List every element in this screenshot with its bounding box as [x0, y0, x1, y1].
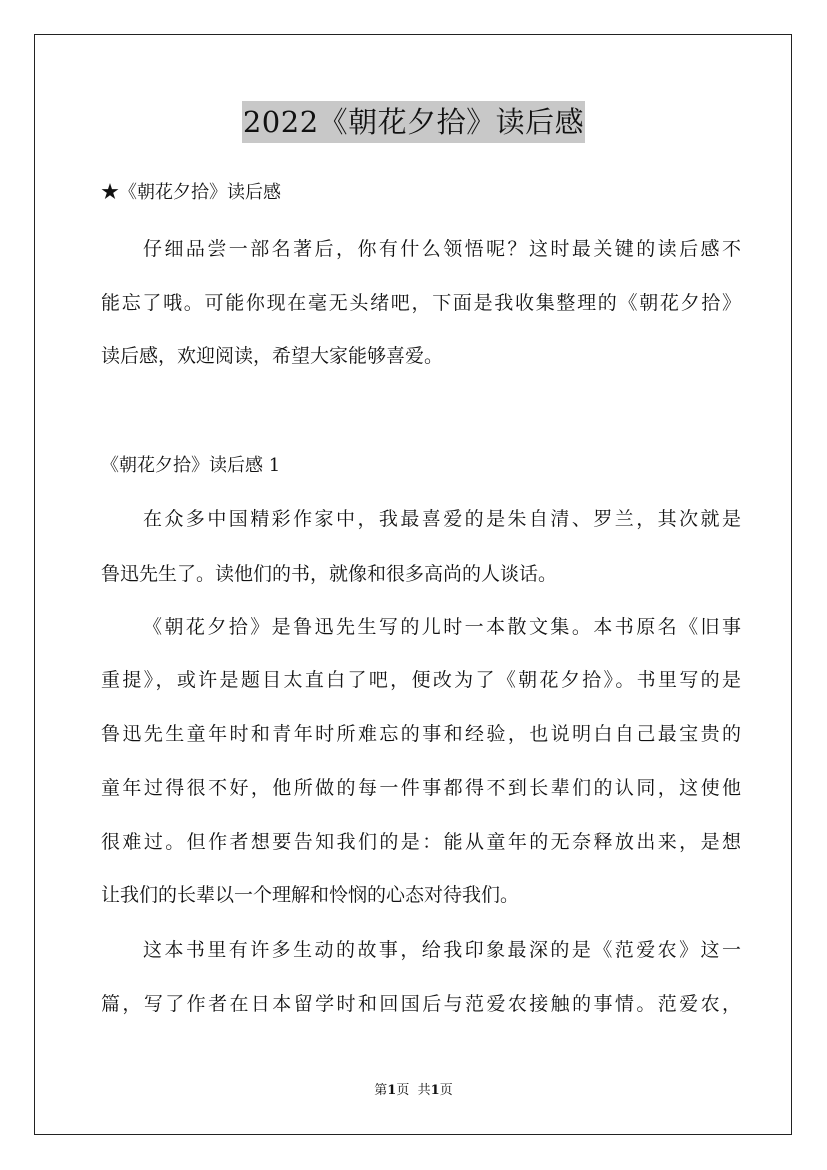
para3-line-2: 篇，写了作者在日本留学时和回国后与范爱农接触的事情。范爱农，: [101, 993, 741, 1015]
footer-total-prefix: 共: [417, 1083, 431, 1098]
footer-total-suffix: 页: [439, 1083, 453, 1098]
footer-page-suffix: 页: [396, 1083, 410, 1098]
para2-line-5: 很难过。但作者想要告知我们的是：能从童年的无奈释放出来，是想: [101, 831, 741, 853]
title-wrapper: [0, 101, 827, 143]
footer-page-prefix: 第: [374, 1083, 388, 1098]
para2-line-1: 《朝花夕拾》是鲁迅先生写的儿时一本散文集。本书原名《旧事: [143, 616, 741, 638]
star-heading: ★《朝花夕拾》读后感: [101, 182, 281, 203]
footer-page-number: 1: [387, 1083, 397, 1098]
document-title: 2022《朝花夕拾》读后感: [242, 101, 585, 143]
intro-line-3: 读后感，欢迎阅读，希望大家能够喜爱。: [101, 345, 444, 367]
section-heading: 《朝花夕拾》读后感 1: [101, 455, 281, 476]
para1-line-1: 在众多中国精彩作家中，我最喜爱的是朱自清、罗兰，其次就是: [143, 508, 741, 530]
para2-line-4: 童年过得很不好，他所做的每一件事都得不到长辈们的认同，这使他: [101, 777, 741, 799]
page-footer: [0, 1082, 827, 1100]
para3-line-1: 这本书里有许多生动的故事，给我印象最深的是《范爱农》这一: [143, 939, 741, 961]
para2-line-2: 重提》，或许是题目太直白了吧，便改为了《朝花夕拾》。书里写的是: [101, 669, 741, 691]
intro-line-2: 能忘了哦。可能你现在毫无头绪吧，下面是我收集整理的《朝花夕拾》: [101, 292, 741, 314]
para2-line-3: 鲁迅先生童年时和青年时所难忘的事和经验，也说明白自己最宝贵的: [101, 723, 741, 745]
para1-line-2: 鲁迅先生了。读他们的书，就像和很多高尚的人谈话。: [101, 563, 558, 585]
footer-total-number: 1: [430, 1083, 440, 1098]
intro-line-1: 仔细品尝一部名著后，你有什么领悟呢？这时最关键的读后感不: [143, 238, 741, 260]
para2-line-6: 让我们的长辈以一个理解和怜悯的心态对待我们。: [101, 884, 520, 906]
